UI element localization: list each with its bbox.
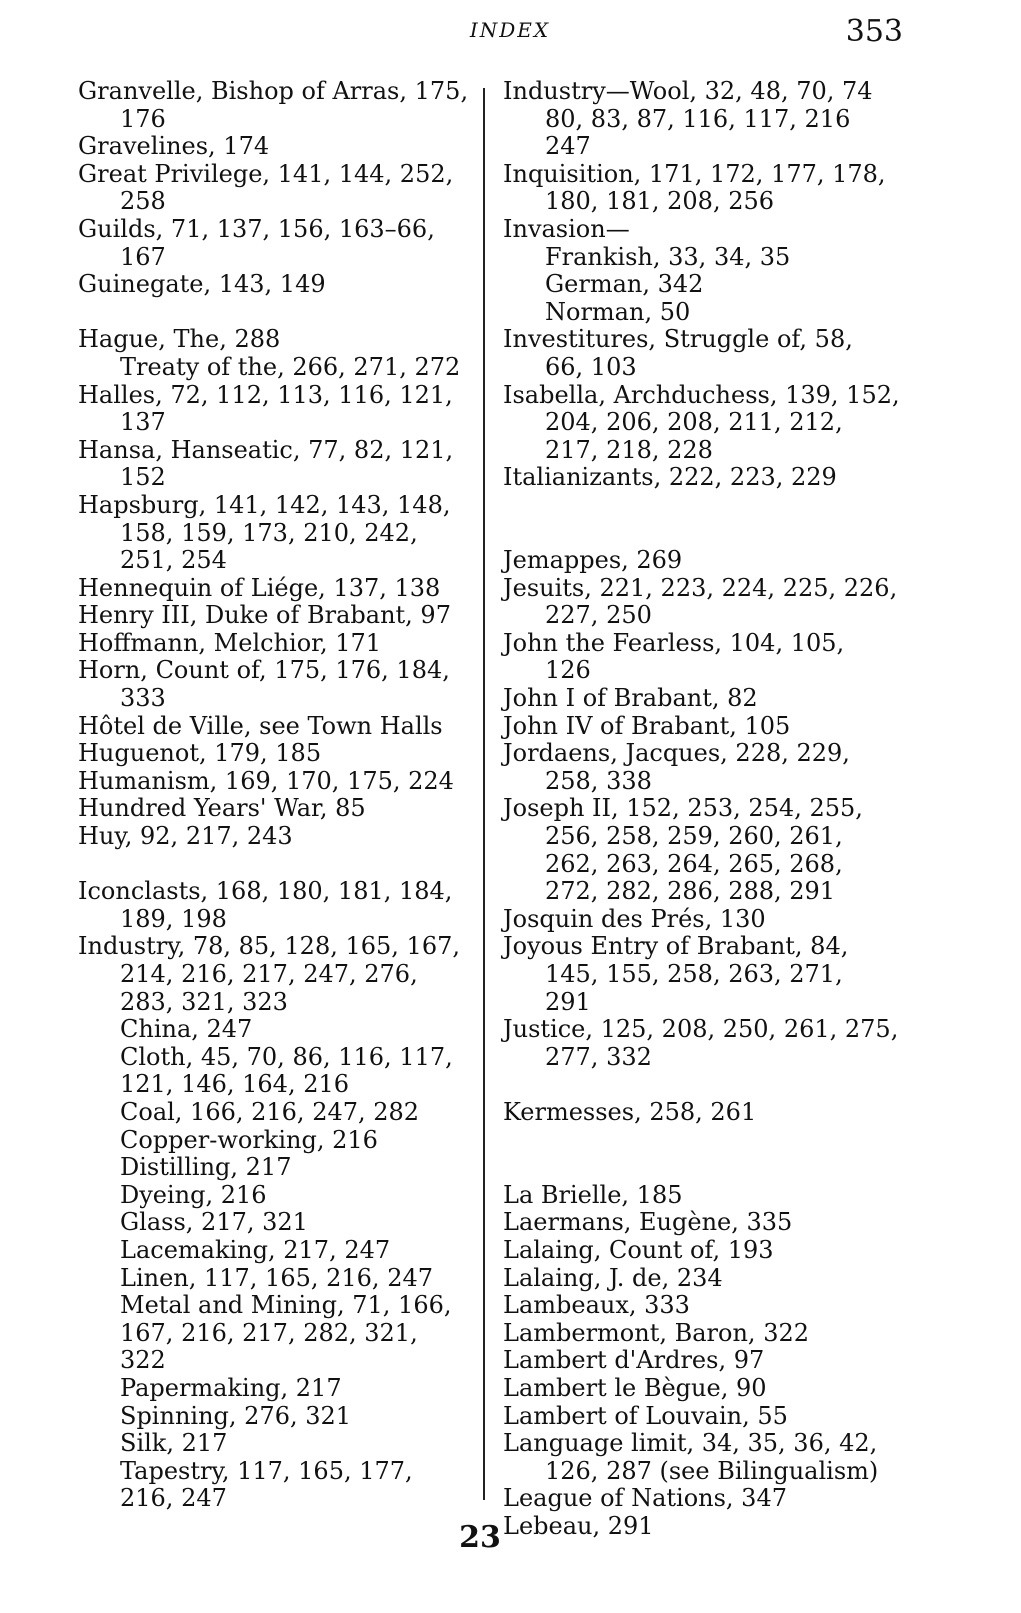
index-subentry: Glass, 217, 321 bbox=[120, 1208, 308, 1237]
index-entry: La Brielle, 185 bbox=[503, 1180, 683, 1209]
index-subentry: Spinning, 276, 321 bbox=[120, 1401, 352, 1430]
index-entry: Guinegate, 143, 149 bbox=[78, 270, 326, 299]
index-subentry: 322 bbox=[120, 1346, 166, 1375]
index-entry: Gravelines, 174 bbox=[78, 132, 270, 161]
section-gap bbox=[503, 520, 903, 548]
index-entry: Hansa, Hanseatic, 77, 82, 121, bbox=[78, 435, 454, 464]
index-subentry: 291 bbox=[545, 987, 591, 1016]
index-subentry: 176 bbox=[120, 104, 166, 133]
index-entry: Jemappes, 269 bbox=[503, 546, 683, 575]
index-subentry: 262, 263, 264, 265, 268, bbox=[545, 849, 843, 878]
index-entry: Language limit, 34, 35, 36, 42, bbox=[503, 1429, 878, 1458]
index-subentry: Copper-working, 216 bbox=[120, 1125, 378, 1154]
index-entry: Jordaens, Jacques, 228, 229, bbox=[503, 739, 850, 768]
index-entry: Inquisition, 171, 172, 177, 178, bbox=[503, 159, 886, 188]
index-subentry: Silk, 217 bbox=[120, 1429, 228, 1458]
index-subentry: 66, 103 bbox=[545, 352, 637, 381]
index-entry: Isabella, Archduchess, 139, 152, bbox=[503, 380, 900, 409]
index-subentry: 80, 83, 87, 116, 117, 216 bbox=[545, 104, 851, 133]
index-entry: Kermesses, 258, 261 bbox=[503, 1097, 757, 1126]
index-subentry: 189, 198 bbox=[120, 904, 227, 933]
section-gap bbox=[503, 1071, 903, 1099]
index-subentry: China, 247 bbox=[120, 1015, 253, 1044]
index-entry: Investitures, Struggle of, 58, bbox=[503, 325, 853, 354]
index-entry: Lalaing, Count of, 193 bbox=[503, 1235, 774, 1264]
index-entry: Huguenot, 179, 185 bbox=[78, 739, 322, 768]
index-subentry: German, 342 bbox=[545, 270, 704, 299]
index-entry: League of Nations, 347 bbox=[503, 1484, 787, 1513]
index-entry: John I of Brabant, 82 bbox=[503, 684, 758, 713]
index-subentry: 251, 254 bbox=[120, 546, 227, 575]
index-entry: Italianizants, 222, 223, 229 bbox=[503, 463, 837, 492]
section-gap bbox=[78, 851, 470, 879]
index-entry: Hennequin of Liége, 137, 138 bbox=[78, 573, 441, 602]
index-entry: Lambeaux, 333 bbox=[503, 1291, 690, 1320]
index-entry: Horn, Count of, 175, 176, 184, bbox=[78, 656, 450, 685]
index-subentry: 167, 216, 217, 282, 321, bbox=[120, 1318, 418, 1347]
index-subentry: 204, 206, 208, 211, 212, bbox=[545, 408, 843, 437]
column-divider bbox=[483, 88, 485, 1500]
index-subentry: 277, 332 bbox=[545, 1042, 652, 1071]
index-entry: Laermans, Eugène, 335 bbox=[503, 1208, 793, 1237]
index-column-right bbox=[503, 78, 903, 1540]
index-subentry: 158, 159, 173, 210, 242, bbox=[120, 518, 418, 547]
index-subentry: Linen, 117, 165, 216, 247 bbox=[120, 1263, 433, 1292]
index-subentry: 283, 321, 323 bbox=[120, 987, 288, 1016]
index-entry: Josquin des Prés, 130 bbox=[503, 904, 766, 933]
index-subentry: 216, 247 bbox=[120, 1484, 227, 1513]
index-entry: Iconclasts, 168, 180, 181, 184, bbox=[78, 877, 453, 906]
index-subentry: Norman, 50 bbox=[545, 297, 691, 326]
index-subentry: 258 bbox=[120, 187, 166, 216]
index-subentry: Dyeing, 216 bbox=[120, 1180, 267, 1209]
index-subentry: 333 bbox=[120, 684, 166, 713]
index-subentry: 180, 181, 208, 256 bbox=[545, 187, 775, 216]
page-number: 353 bbox=[845, 14, 903, 49]
index-entry: Justice, 125, 208, 250, 261, 275, bbox=[503, 1015, 899, 1044]
index-subentry: 247 bbox=[545, 132, 591, 161]
index-entry: John IV of Brabant, 105 bbox=[503, 711, 791, 740]
index-entry: Jesuits, 221, 223, 224, 225, 226, bbox=[503, 573, 898, 602]
index-subentry: 256, 258, 259, 260, 261, bbox=[545, 822, 843, 851]
index-entry: Lebeau, 291 bbox=[503, 1511, 654, 1540]
index-entry: Lambermont, Baron, 322 bbox=[503, 1318, 809, 1347]
index-entry: Hague, The, 288 bbox=[78, 325, 281, 354]
index-subentry: 272, 282, 286, 288, 291 bbox=[545, 877, 836, 906]
index-entry: Hundred Years' War, 85 bbox=[78, 794, 366, 823]
index-subentry: 258, 338 bbox=[545, 766, 652, 795]
index-subentry: 227, 250 bbox=[545, 601, 652, 630]
running-title: INDEX bbox=[469, 18, 551, 42]
index-subentry: Frankish, 33, 34, 35 bbox=[545, 242, 791, 271]
index-entry: Huy, 92, 217, 243 bbox=[78, 822, 293, 851]
index-subentry: Cloth, 45, 70, 86, 116, 117, bbox=[120, 1042, 453, 1071]
index-entry: Lambert of Louvain, 55 bbox=[503, 1401, 788, 1430]
index-entry: Hôtel de Ville, see Town Halls bbox=[78, 711, 443, 740]
index-subentry: 137 bbox=[120, 408, 166, 437]
printer-signature: 23 bbox=[459, 1520, 501, 1555]
index-subentry: 145, 155, 258, 263, 271, bbox=[545, 960, 843, 988]
index-subentry: Tapestry, 117, 165, 177, bbox=[120, 1456, 413, 1485]
index-subentry: Treaty of the, 266, 271, 272 bbox=[120, 352, 461, 381]
section-gap bbox=[503, 1154, 903, 1182]
index-subentry: 152 bbox=[120, 463, 166, 492]
index-subentry: Lacemaking, 217, 247 bbox=[120, 1235, 391, 1264]
index-entry: Joseph II, 152, 253, 254, 255, bbox=[503, 794, 863, 823]
index-entry: Hoffmann, Melchior, 171 bbox=[78, 628, 382, 657]
index-subentry: 121, 146, 164, 216 bbox=[120, 1070, 350, 1099]
index-entry: Humanism, 169, 170, 175, 224 bbox=[78, 766, 454, 795]
index-entry: Hapsburg, 141, 142, 143, 148, bbox=[78, 490, 451, 519]
index-entry: Granvelle, Bishop of Arras, 175, bbox=[78, 77, 469, 105]
index-entry: John the Fearless, 104, 105, bbox=[503, 628, 845, 657]
index-entry: Lalaing, J. de, 234 bbox=[503, 1263, 723, 1292]
index-entry: Industry, 78, 85, 128, 165, 167, bbox=[78, 932, 460, 961]
index-entry: Halles, 72, 112, 113, 116, 121, bbox=[78, 380, 453, 409]
index-entry: Joyous Entry of Brabant, 84, bbox=[503, 932, 849, 961]
index-subentry: 217, 218, 228 bbox=[545, 435, 713, 464]
index-subentry: Papermaking, 217 bbox=[120, 1373, 342, 1402]
index-entry: Great Privilege, 141, 144, 252, bbox=[78, 159, 454, 188]
index-subentry: 167 bbox=[120, 242, 166, 271]
index-subentry: 126, 287 (see Bilingualism) bbox=[545, 1456, 879, 1485]
index-column-left bbox=[78, 78, 470, 1513]
index-subentry: Metal and Mining, 71, 166, bbox=[120, 1291, 452, 1320]
section-gap bbox=[503, 492, 903, 520]
index-entry: Industry—Wool, 32, 48, 70, 74 bbox=[503, 77, 873, 105]
index-subentry: 126 bbox=[545, 656, 591, 685]
index-entry: Henry III, Duke of Brabant, 97 bbox=[78, 601, 451, 630]
index-entry: Lambert le Bègue, 90 bbox=[503, 1373, 767, 1402]
index-subentry: 214, 216, 217, 247, 276, bbox=[120, 960, 418, 988]
index-subentry: Distilling, 217 bbox=[120, 1153, 292, 1182]
section-gap bbox=[503, 1127, 903, 1155]
index-entry: Guilds, 71, 137, 156, 163–66, bbox=[78, 214, 435, 243]
index-entry: Lambert d'Ardres, 97 bbox=[503, 1346, 765, 1375]
section-gap bbox=[78, 299, 470, 327]
index-entry: Invasion— bbox=[503, 214, 630, 243]
index-subentry: Coal, 166, 216, 247, 282 bbox=[120, 1097, 420, 1126]
